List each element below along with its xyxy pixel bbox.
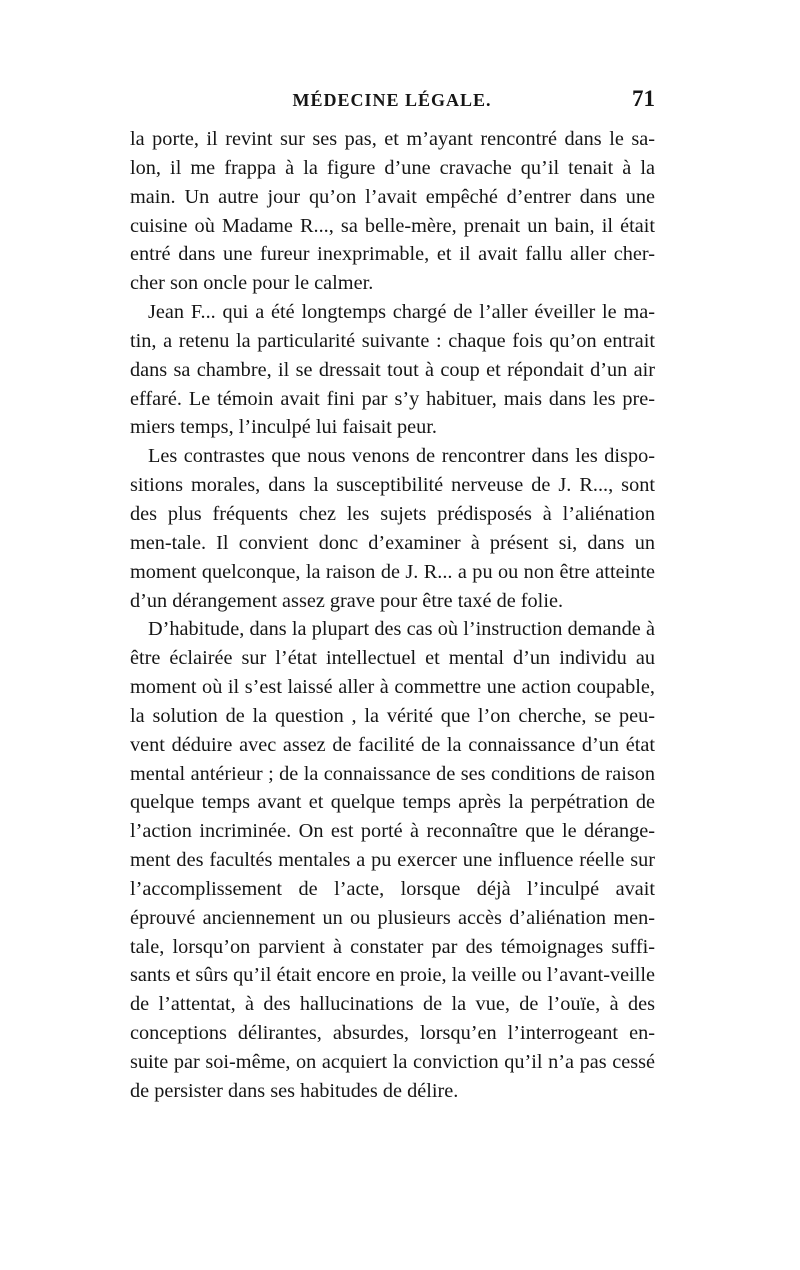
paragraph-contrasts: Les contrastes que nous venons de rencontrer dans les dispo-sitions morales, dans la susceptibilité nerveuse de J. R..., sont des plus fréquents chez les sujets prédisposés à l’aliénation men-tale. Il convient donc d’examiner à présent si, dans un moment quelconque, la raison de J. R... a pu ou non être atteinte d’un dérangement assez grave pour être taxé de folie.: [130, 445, 655, 612]
running-title: MÉDECINE LÉGALE.: [292, 90, 492, 110]
running-head: [129, 86, 655, 118]
page-number: 71: [632, 86, 655, 111]
paragraph-witness: Jean F... qui a été longtemps chargé de l’aller éveiller le ma-tin, a retenu la particularité suivante : chaque fois qu’on entrait dans sa chambre, il se dressait tout à coup et répondait d’un air effaré. Le témoin avait fini par s’y habituer, mais dans les pre-miers temps, l’inculpé lui faisait peur.: [130, 301, 655, 439]
body-text: [130, 125, 655, 1106]
paragraph-habitude: D’habitude, dans la plupart des cas où l’instruction demande à être éclairée sur l’état intellectuel et mental d’un individu au moment où il s’est laissé aller à commettre une action coupable, la solution de la question , la vérité que l’on cherche, se peu-vent déduire avec assez de facilité de la connaissance d’un état mental antérieur ; de la connaissance de ses conditions de raison quelque temps avant et quelque temps après la perpétration de l’action incriminée. On est porté à reconnaître que le dérange-ment des facultés mentales a pu exercer une influence réelle sur l’accomplissement de l’acte, lorsque déjà l’inculpé avait éprouvé anciennement un ou plusieurs accès d’aliénation men-tale, lorsqu’on parvient à constater par des témoignages suffi-sants et sûrs qu’il était encore en proie, la veille ou l’avant-veille de l’attentat, à des hallucinations de la vue, de l’ouïe, à des conceptions délirantes, absurdes, lorsqu’en l’interrogeant en-suite par soi-même, on acquiert la conviction qu’il n’a pas cessé de persister dans ses habitudes de délire.: [130, 618, 655, 1102]
paragraph-continued: la porte, il revint sur ses pas, et m’ayant rencontré dans le sa-lon, il me frappa à la figure d’une cravache qu’il tenait à la main. Un autre jour qu’on l’avait empêché d’entrer dans une cuisine où Madame R..., sa belle-mère, prenait un bain, il était entré dans une fureur inexprimable, et il avait fallu aller cher-cher son oncle pour le calmer.: [130, 128, 655, 295]
